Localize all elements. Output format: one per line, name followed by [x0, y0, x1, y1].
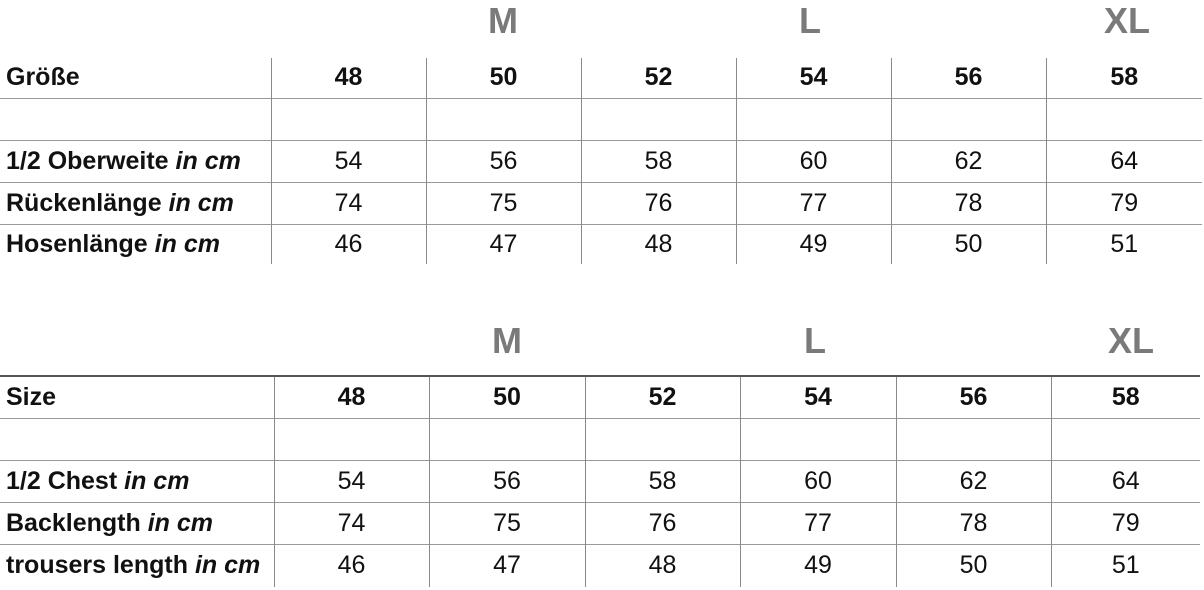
row-label: trousers length in cm — [0, 544, 274, 587]
value-cell: 46 — [274, 544, 429, 587]
value-cell: 48 — [585, 544, 740, 587]
row-label: 1/2 Chest in cm — [0, 460, 274, 502]
size-chart-german — [0, 0, 1204, 270]
value-cell: 47 — [429, 544, 585, 587]
table-row — [0, 140, 1202, 182]
size-cell: 52 — [581, 58, 736, 98]
size-cell: 56 — [896, 376, 1051, 418]
size-table — [0, 375, 1200, 587]
value-cell: 64 — [1046, 140, 1202, 182]
row-label: Hosenlänge in cm — [0, 224, 271, 264]
table-spacer-row — [0, 418, 1200, 460]
size-cell: 58 — [1046, 58, 1202, 98]
value-cell: 64 — [1051, 460, 1200, 502]
size-cell: 50 — [429, 376, 585, 418]
size-cell: 48 — [274, 376, 429, 418]
size-cell: 56 — [891, 58, 1046, 98]
size-cell: 54 — [740, 376, 896, 418]
value-cell: 51 — [1046, 224, 1202, 264]
row-label: Rückenlänge in cm — [0, 182, 271, 224]
value-cell: 60 — [736, 140, 891, 182]
size-cell: 52 — [585, 376, 740, 418]
value-cell: 47 — [426, 224, 581, 264]
value-cell: 75 — [426, 182, 581, 224]
size-letter-row — [0, 0, 1204, 40]
value-cell: 46 — [271, 224, 426, 264]
size-cell: 50 — [426, 58, 581, 98]
value-cell: 79 — [1046, 182, 1202, 224]
value-cell: 54 — [271, 140, 426, 182]
value-cell: 62 — [896, 460, 1051, 502]
size-letter-l: L — [799, 0, 821, 41]
size-table — [0, 58, 1202, 264]
size-letter-row — [0, 320, 1204, 360]
value-cell: 77 — [740, 502, 896, 544]
value-cell: 54 — [274, 460, 429, 502]
size-cell: 48 — [271, 58, 426, 98]
value-cell: 51 — [1051, 544, 1200, 587]
row-label: Backlength in cm — [0, 502, 274, 544]
table-row — [0, 502, 1200, 544]
table-row — [0, 460, 1200, 502]
size-letter-m: M — [488, 0, 518, 41]
size-chart-english — [0, 320, 1204, 590]
value-cell: 58 — [585, 460, 740, 502]
header-label: Size — [0, 376, 274, 418]
table-row — [0, 544, 1200, 587]
value-cell: 50 — [896, 544, 1051, 587]
value-cell: 56 — [426, 140, 581, 182]
table-header-row — [0, 376, 1200, 418]
table-row — [0, 182, 1202, 224]
size-letter-l: L — [804, 320, 826, 361]
value-cell: 79 — [1051, 502, 1200, 544]
size-letter-xl: XL — [1103, 0, 1150, 41]
value-cell: 75 — [429, 502, 585, 544]
table-spacer-row — [0, 98, 1202, 140]
value-cell: 56 — [429, 460, 585, 502]
value-cell: 77 — [736, 182, 891, 224]
row-label: 1/2 Oberweite in cm — [0, 140, 271, 182]
value-cell: 50 — [891, 224, 1046, 264]
value-cell: 49 — [740, 544, 896, 587]
size-cell: 54 — [736, 58, 891, 98]
table-header-row — [0, 58, 1202, 98]
size-cell: 58 — [1051, 376, 1200, 418]
value-cell: 49 — [736, 224, 891, 264]
value-cell: 58 — [581, 140, 736, 182]
value-cell: 76 — [581, 182, 736, 224]
value-cell: 74 — [271, 182, 426, 224]
size-letter-m: M — [492, 320, 522, 361]
table-row — [0, 224, 1202, 264]
header-label: Größe — [6, 63, 80, 92]
value-cell: 48 — [581, 224, 736, 264]
value-cell: 78 — [896, 502, 1051, 544]
value-cell: 78 — [891, 182, 1046, 224]
size-letter-xl: XL — [1107, 320, 1154, 361]
value-cell: 74 — [274, 502, 429, 544]
value-cell: 60 — [740, 460, 896, 502]
value-cell: 76 — [585, 502, 740, 544]
value-cell: 62 — [891, 140, 1046, 182]
